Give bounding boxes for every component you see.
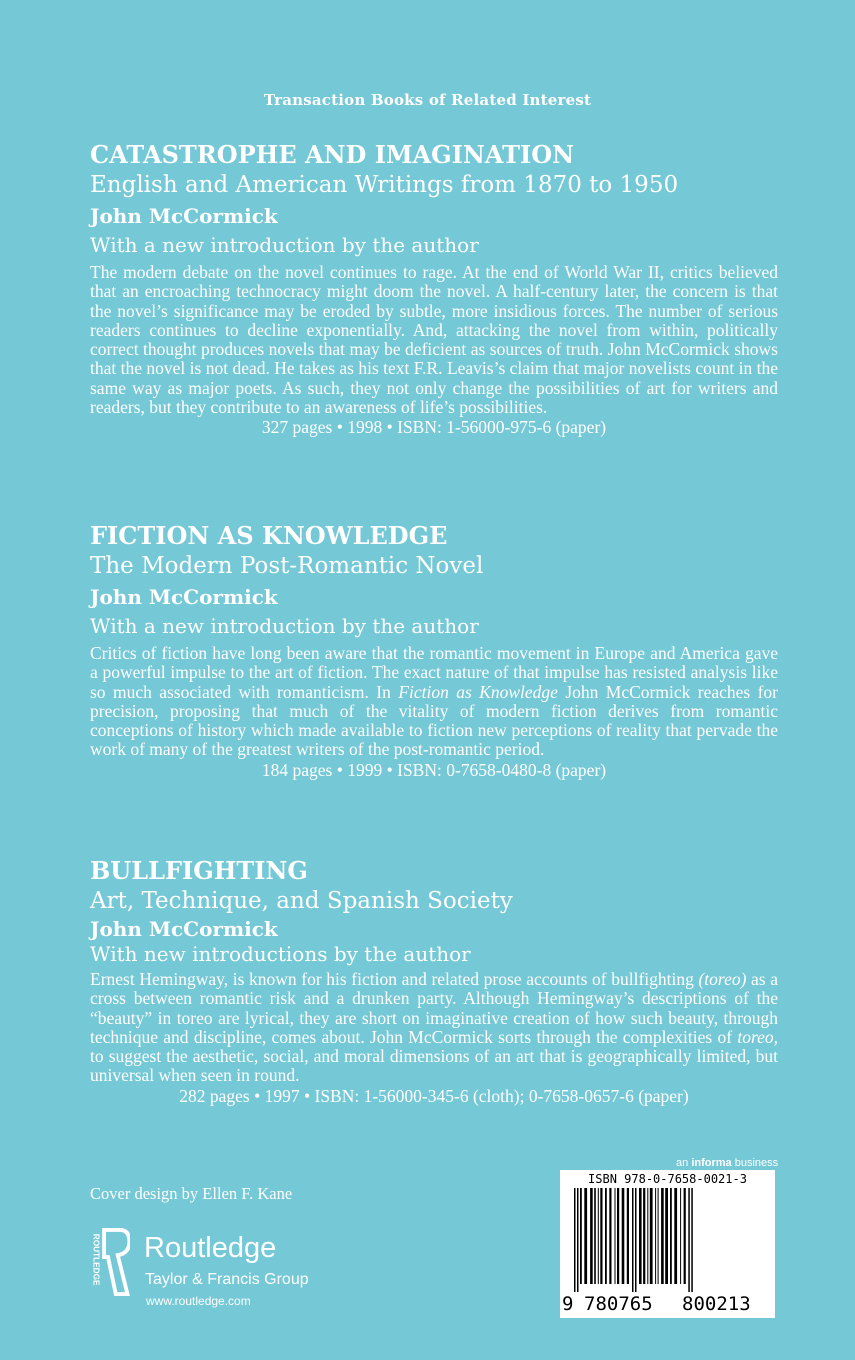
barcode-bar bbox=[598, 1188, 599, 1284]
barcode-bar bbox=[600, 1188, 602, 1284]
barcode-bar bbox=[639, 1188, 642, 1284]
barcode-bars bbox=[572, 1188, 767, 1292]
barcode-bar bbox=[670, 1188, 672, 1284]
book-author: John McCormick bbox=[90, 204, 278, 228]
barcode-bar bbox=[665, 1188, 668, 1284]
barcode-bar bbox=[590, 1188, 593, 1284]
book-author: John McCormick bbox=[90, 585, 278, 609]
barcode-bar bbox=[643, 1188, 645, 1284]
publisher-group: Taylor & Francis Group bbox=[145, 1271, 309, 1288]
publisher-name: Routledge bbox=[144, 1232, 277, 1264]
routledge-r-mark-icon bbox=[86, 1226, 130, 1296]
barcode-lead-digit: 9 bbox=[562, 1293, 574, 1315]
barcode-bar bbox=[680, 1188, 681, 1284]
book-publication-info: 327 pages • 1998 • ISBN: 1-56000-975-6 (paper) bbox=[261, 417, 607, 438]
isbn-text: ISBN 978-0-7658-0021-3 bbox=[588, 1172, 747, 1186]
book-entry-fiction-as-knowledge bbox=[90, 521, 780, 780]
barcode-bar bbox=[658, 1188, 659, 1284]
book-title: CATASTROPHE AND IMAGINATION bbox=[90, 140, 575, 169]
book-title: BULLFIGHTING bbox=[90, 856, 308, 885]
barcode-bar bbox=[617, 1188, 619, 1284]
book-intro-note: With a new introduction by the author bbox=[90, 233, 479, 257]
barcode-bar bbox=[650, 1188, 653, 1284]
book-description: The modern debate on the novel continues to rage. At the end of World War II, critics believed that an encroaching technocracy might doom the novel. A half-century later, the concern is that the novel’s significance may be eroded by subtle, more insidious forces. The number of serious readers continues to decline exponentially. And, attacking the novel from within, politically correct thought produces novels that may be deficient as sources of truth. John McCormick shows that the novel is not dead. He takes as his text F.R. Leavis’s claim that major novelists count in the same way as major poets. As such, they not only change the possibilities of art for writers and readers, but they contribute to an awareness of life’s possibilities. bbox=[90, 262, 778, 418]
barcode-bar bbox=[655, 1188, 656, 1284]
publisher-website: www.routledge.com bbox=[146, 1294, 251, 1308]
barcode-bar bbox=[605, 1188, 607, 1284]
book-publication-info: 282 pages • 1997 • ISBN: 1-56000-345-6 (cloth); 0-7658-0657-6 (paper) bbox=[179, 1085, 689, 1106]
book-subtitle: The Modern Post-Romantic Novel bbox=[90, 553, 484, 579]
book-intro-note: With new introductions by the author bbox=[90, 942, 471, 966]
book-description bbox=[90, 970, 778, 1086]
barcode-bar bbox=[609, 1188, 611, 1284]
barcode-bar bbox=[584, 1188, 587, 1284]
italic-term: toreo, bbox=[737, 1026, 778, 1047]
barcode-right-group: 800213 bbox=[682, 1293, 751, 1315]
barcode-bar bbox=[577, 1188, 579, 1292]
barcode-bar bbox=[661, 1188, 664, 1284]
barcode-bar bbox=[574, 1188, 576, 1292]
italic-term: (toreo) bbox=[698, 969, 747, 989]
book-entry-catastrophe bbox=[90, 140, 780, 437]
barcode-bar bbox=[674, 1188, 677, 1284]
description-text: Critics of fiction have long been aware that the romantic movement in Europe and America gave a powerful impulse to the art of fiction. The exact nature of that impulse has resisted analysis like so much associated with romanticism. In bbox=[90, 643, 778, 702]
isbn-barcode bbox=[560, 1170, 775, 1318]
barcode-bar bbox=[632, 1188, 634, 1292]
barcode-bar bbox=[691, 1188, 693, 1292]
book-publication-info: 184 pages • 1999 • ISBN: 0-7658-0480-8 (paper) bbox=[261, 759, 607, 780]
barcode-bar bbox=[635, 1188, 637, 1292]
cover-design-credit: Cover design by Ellen F. Kane bbox=[90, 1184, 293, 1203]
book-title-italic: Fiction as Knowledge bbox=[398, 681, 558, 702]
informa-brand: informa bbox=[691, 1157, 732, 1169]
barcode-left-group: 780765 bbox=[584, 1293, 653, 1315]
barcode-bar bbox=[615, 1188, 616, 1284]
barcode-bar bbox=[622, 1188, 625, 1284]
barcode-bar bbox=[594, 1188, 596, 1284]
barcode-bar bbox=[684, 1188, 686, 1284]
description-text: as a cross between romantic risk and a drunken party. Although Hemingway’s descriptions of the “beauty” in toreo are lyrical, they are short on imaginative creation of how such beauty, through technique and discipline, comes about. John McCormick sorts through the complexities of bbox=[90, 969, 778, 1047]
book-intro-note: With a new introduction by the author bbox=[90, 614, 479, 638]
description-text: Ernest Hemingway, is known for his fiction and related prose accounts of bullfighting bbox=[90, 969, 699, 989]
barcode-bar bbox=[627, 1188, 629, 1284]
barcode-digits bbox=[560, 1292, 775, 1316]
barcode-bar bbox=[688, 1188, 690, 1292]
book-subtitle: English and American Writings from 1870 to 1950 bbox=[90, 172, 679, 198]
description-text: to suggest the aesthetic, social, and moral dimensions of an art that is geographically limited, but universal when seen in round. bbox=[90, 1046, 778, 1086]
barcode-bar bbox=[647, 1188, 648, 1284]
description-text: John McCormick reaches for precision, proposing that much of the vitality of modern fiction derives from romantic conceptions of history which made available to fiction new perceptions of reality that pervade the work of many of the greatest writers of the post-romantic period. bbox=[90, 681, 778, 760]
routledge-vertical-mark: ROUTLEDGE bbox=[91, 1233, 101, 1286]
book-title: FICTION AS KNOWLEDGE bbox=[90, 521, 448, 550]
informa-business-tag: an informa business bbox=[676, 1157, 779, 1169]
book-description bbox=[90, 644, 778, 760]
series-header: Transaction Books of Related Interest bbox=[263, 91, 592, 109]
routledge-logo bbox=[86, 1226, 346, 1306]
barcode-bar bbox=[580, 1188, 582, 1284]
book-subtitle: Art, Technique, and Spanish Society bbox=[90, 888, 513, 914]
book-author: John McCormick bbox=[90, 917, 278, 941]
book-entry-bullfighting bbox=[90, 856, 780, 1106]
